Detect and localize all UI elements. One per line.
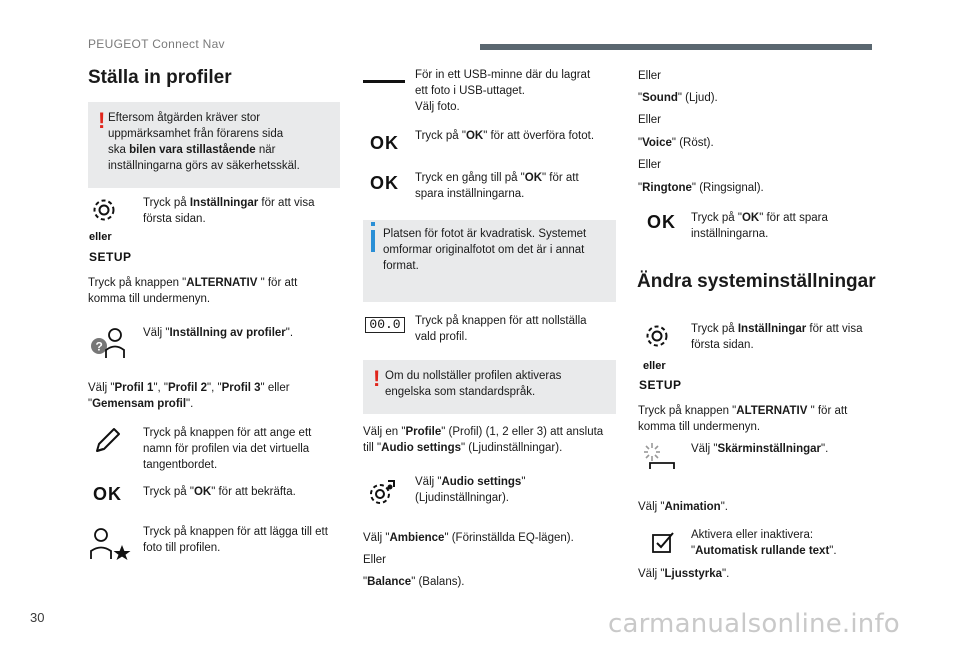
save-settings-text: Tryck på "OK" för att spara inställningarna.: [691, 212, 828, 240]
add-photo-text: Tryck på knappen för att lägga till ett foto till profilen.: [143, 526, 328, 554]
profile-settings-icon: [88, 326, 130, 360]
ok-icon: OK: [93, 484, 122, 504]
balance-text: "Balance" (Balans).: [363, 576, 465, 588]
save-settings-text: Tryck en gång till på "OK" för att spara inställningarna.: [415, 172, 579, 200]
setup-button-label: SETUP: [639, 378, 682, 392]
step-settings-text: Tryck på Inställningar för att visa första sidan.: [143, 197, 315, 225]
ringtone-text: "Ringtone" (Ringsignal).: [638, 182, 764, 194]
voice-text: "Voice" (Röst).: [638, 137, 714, 149]
warning-box: [88, 102, 340, 188]
profile-settings-text: Välj "Inställning av profiler".: [143, 327, 294, 339]
eller-text: Eller: [638, 114, 662, 126]
eller-text: Eller: [638, 159, 662, 171]
section-heading-profiles: Ställa in profiler: [88, 67, 232, 88]
brightness-text: Välj "Ljusstyrka".: [638, 568, 730, 580]
warning-box: [363, 360, 616, 414]
profile-select-text: Välj en "Profile" (Profil) (1, 2 eller 3) att ansluta till "Audio settings" (Ljudinställningar).: [363, 426, 604, 454]
alternativ-text: Tryck på knappen "ALTERNATIV " för att komma till undermenyn.: [88, 277, 298, 305]
screen-settings-icon: [643, 441, 677, 471]
screen-settings-text: Välj "Skärminställningar".: [691, 443, 829, 455]
reset-profile-text: Tryck på knappen för att nollställa vald profil.: [415, 315, 587, 343]
ok-icon: OK: [370, 133, 399, 153]
audio-settings-icon: [366, 477, 398, 509]
usb-text: För in ett USB-minne där du lagrat ett foto i USB-uttaget. Välj foto.: [415, 69, 591, 113]
checkbox-checked-icon: [651, 530, 675, 554]
name-profile-text: Tryck på knappen för att ange ett namn för profilen via det virtuella tangentbordet.: [143, 427, 312, 471]
sound-text: "Sound" (Ljud).: [638, 92, 718, 104]
pencil-icon: [92, 426, 122, 456]
info-box: [363, 220, 616, 302]
add-photo-profile-icon: [88, 526, 132, 562]
section-heading-system: Ändra systeminställningar: [637, 271, 876, 292]
warning-text: Eftersom åtgärden kräver stor uppmärksamhet från förarens sida ska bilen vara stillastående när inställningarna görs av säkerhetsskäl.: [108, 112, 300, 172]
setup-button-label: SETUP: [89, 250, 132, 264]
eller-label: eller: [89, 231, 112, 243]
page-number: 30: [30, 610, 45, 625]
warning-icon: !: [373, 366, 381, 391]
settings-gear-icon: [89, 195, 119, 225]
header-bar: [480, 44, 872, 50]
choose-profile-text: Välj "Profil 1", "Profil 2", "Profil 3" eller "Gemensam profil".: [88, 382, 290, 410]
auto-scroll-text: Aktivera eller inaktivera: "Automatisk rullande text".: [691, 529, 837, 557]
warning-text: Om du nollställer profilen aktiveras engelska som standardspråk.: [385, 370, 562, 398]
ok-icon: OK: [370, 173, 399, 193]
reset-counter-icon: 00.0: [365, 317, 405, 333]
ok-icon: OK: [647, 212, 676, 232]
animation-text: Välj "Animation".: [638, 501, 728, 513]
audio-settings-text: Välj "Audio settings" (Ljudinställningar).: [415, 476, 526, 504]
transfer-photo-text: Tryck på "OK" för att överföra fotot.: [415, 130, 595, 142]
header-title: PEUGEOT Connect Nav: [88, 37, 225, 51]
eller-text: Eller: [638, 70, 662, 82]
ambience-text: Välj "Ambience" (Förinställda EQ-lägen).: [363, 532, 574, 544]
warning-icon: !: [98, 108, 106, 133]
eller-text: Eller: [363, 554, 387, 566]
settings-gear-icon: [642, 321, 672, 351]
info-text: Platsen för fotot är kvadratisk. Systemet omformar originalfotot om det är i annat format.: [383, 228, 587, 272]
alternativ-text: Tryck på knappen "ALTERNATIV " för att komma till undermenyn.: [638, 405, 848, 433]
watermark: carmanualsonline.info: [608, 609, 900, 639]
usb-icon: [363, 80, 405, 83]
info-icon: [371, 222, 375, 226]
svg-text:?: ?: [95, 339, 103, 354]
step-settings-text: Tryck på Inställningar för att visa första sidan.: [691, 323, 863, 351]
eller-label: eller: [643, 360, 666, 372]
confirm-text: Tryck på "OK" för att bekräfta.: [143, 486, 296, 498]
